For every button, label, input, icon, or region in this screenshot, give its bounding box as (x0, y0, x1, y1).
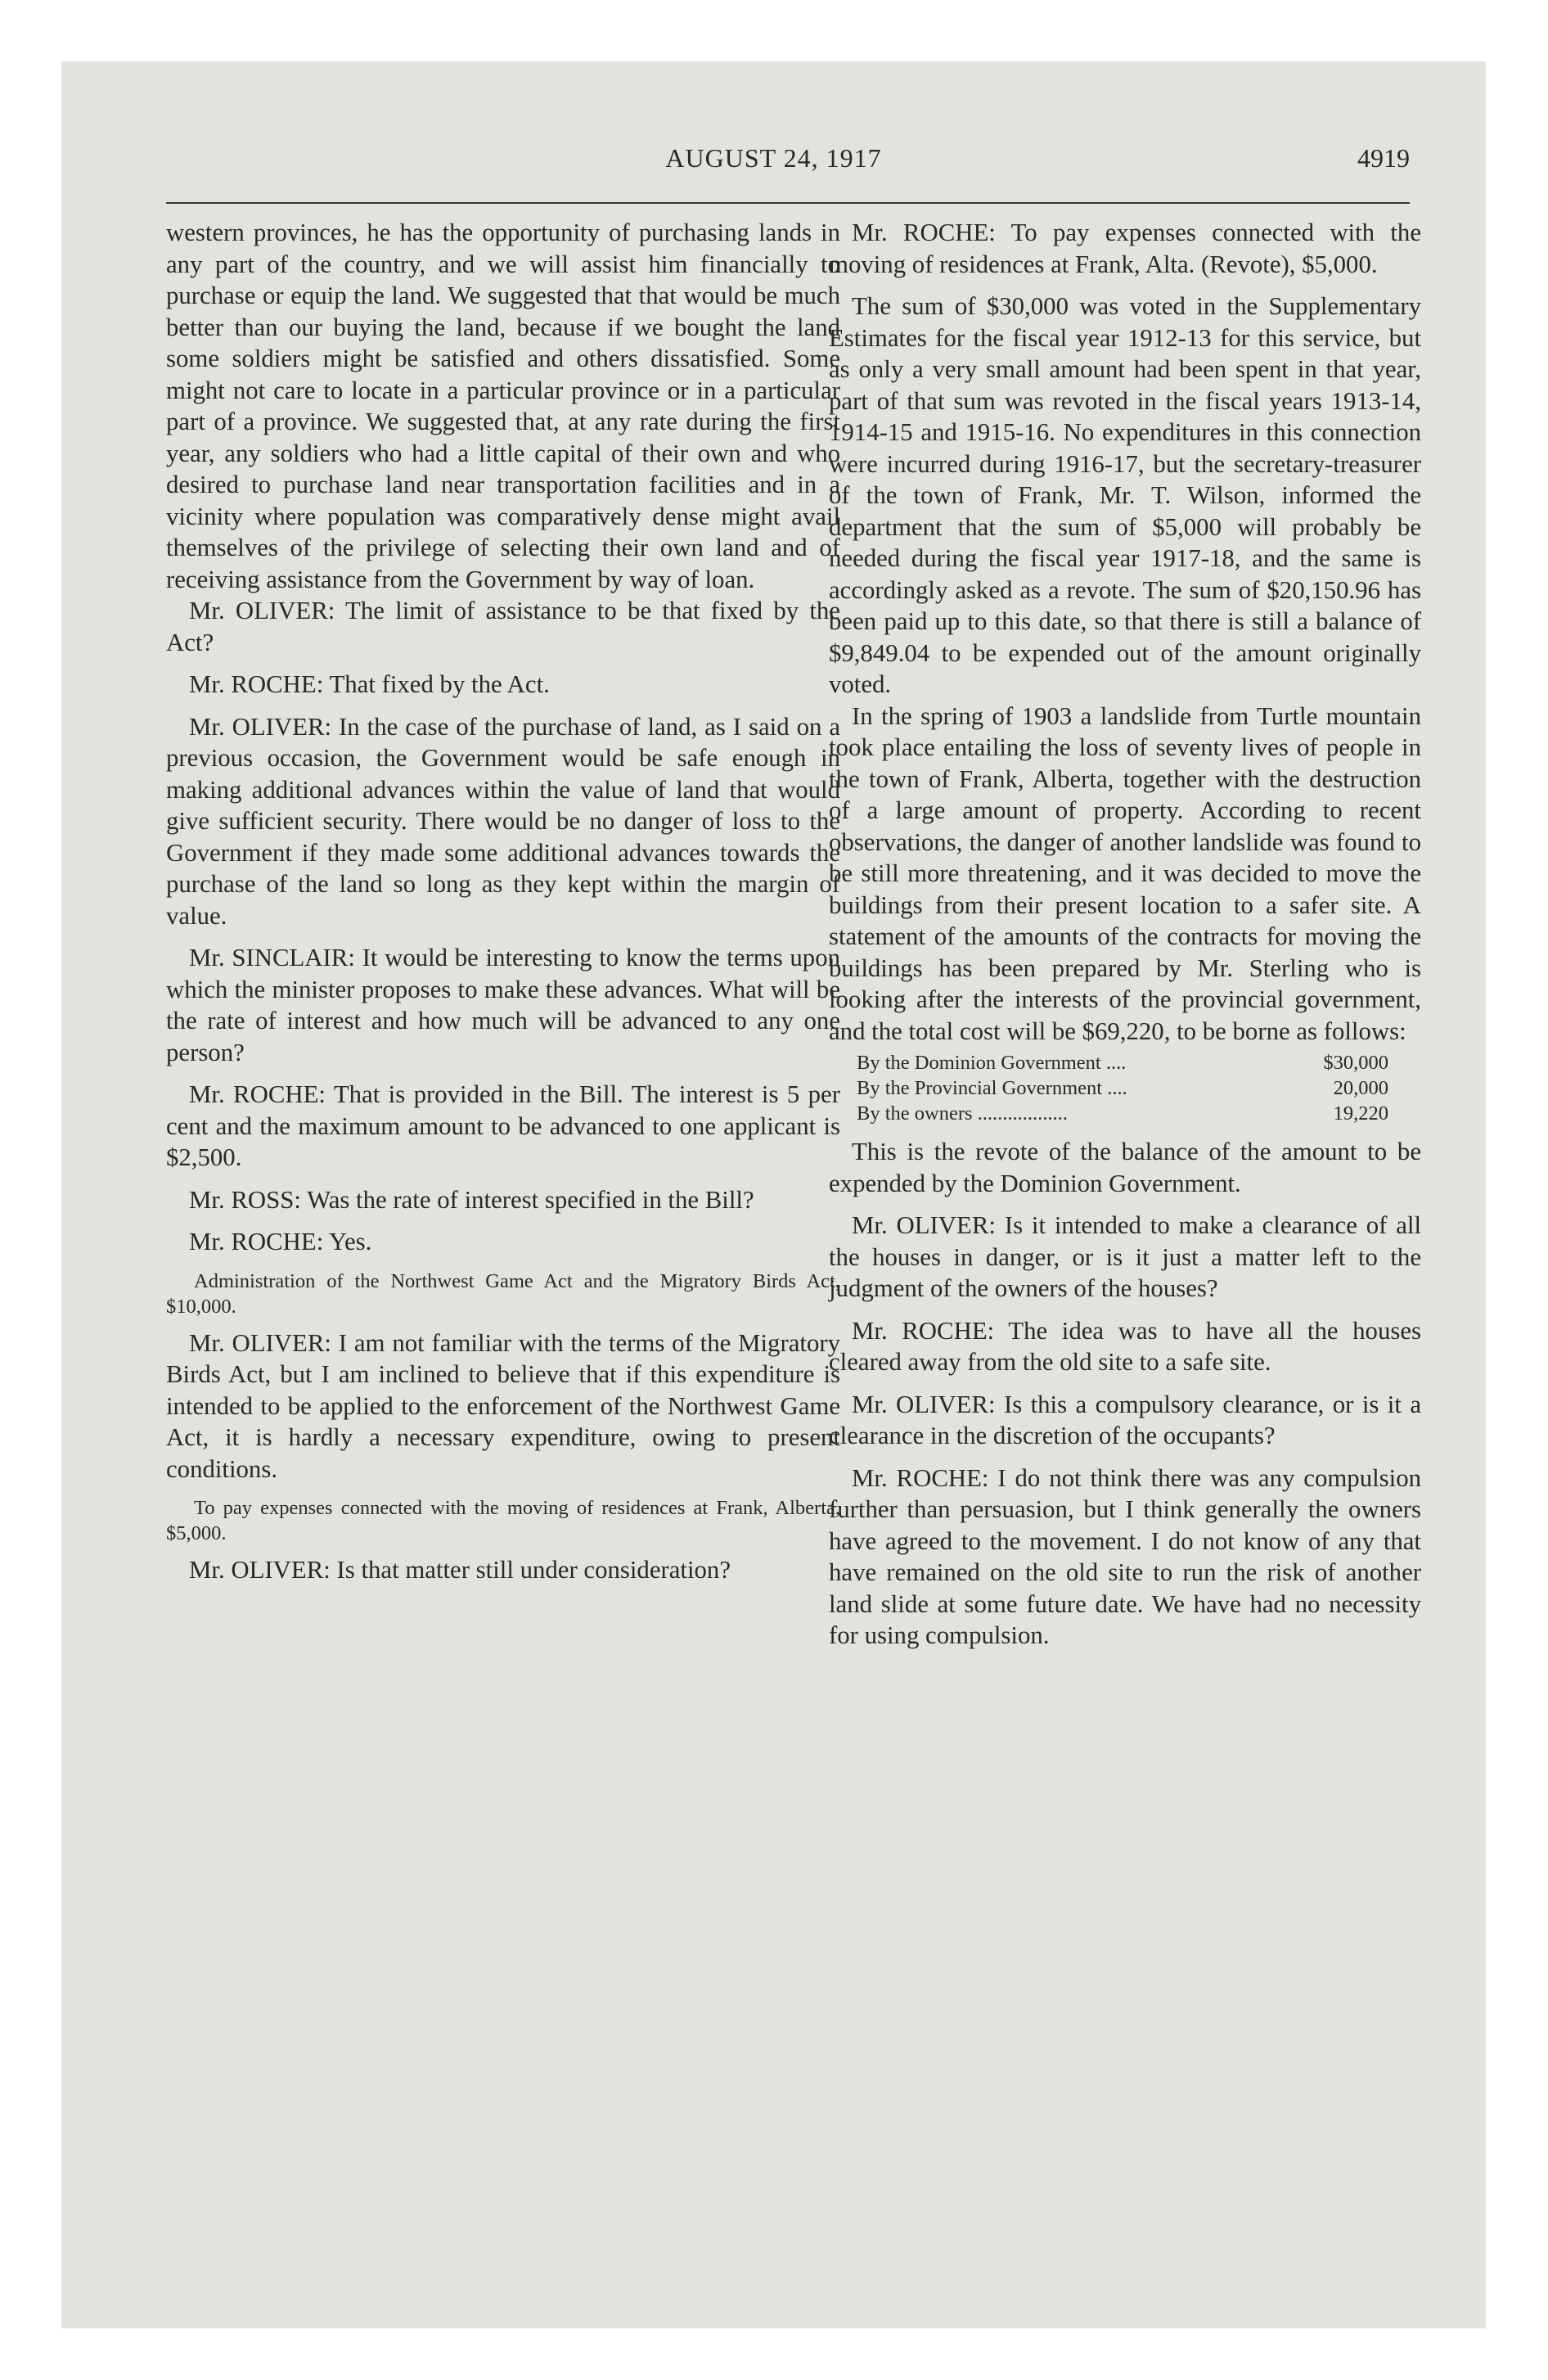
speaker: Mr. ROCHE: (189, 1228, 324, 1255)
speech-text: Is it intended to make a clearance of all the houses in danger, or is it just a matter left to the judgment of the owners of the houses? (829, 1211, 1422, 1302)
paragraph: This is the revote of the balance of the amount to be expended by the Dominion Government. (829, 1138, 1421, 1197)
table-cell-amount: 19,220 (1333, 1102, 1388, 1125)
speech-paragraph (166, 942, 840, 1068)
right-column (829, 217, 1421, 1662)
speaker: Mr. OLIVER: (189, 597, 335, 624)
speech-paragraph (166, 1226, 840, 1258)
paragraph: In the spring of 1903 a landslide from Turtle mountain took place entailing the loss of seventy lives of people in the town of Frank, Alberta, together with the destruction of a large amount of property. According to recent observations, the danger of another landslide was found to be still more threatening, and it was decided to move the buildings from their present location to a safer site. A statement of the amounts of the contracts for moving the buildings has been prepared by Mr. Sterling who is looking after the interests of the provincial government, and the total cost will be $69,220, to be borne as follows: (829, 701, 1421, 1045)
table-row (857, 1050, 1388, 1075)
speech-text: Yes. (328, 1228, 372, 1255)
table-cell-amount: $30,000 (1323, 1052, 1388, 1074)
speaker: Mr. OLIVER: (189, 712, 332, 741)
table-row (857, 1101, 1388, 1126)
page-scan (61, 61, 1486, 2328)
speech-paragraph (829, 1389, 1421, 1452)
speaker: Mr. ROCHE: (852, 1316, 995, 1345)
speech-paragraph (829, 1463, 1421, 1652)
left-column (166, 217, 840, 1597)
speech-text: That is provided in the Bill. The interest is 5 per cent and the maximum amount to be advanced to one applicant is $2,500. (166, 1080, 840, 1171)
estimate-item: Administration of the Northwest Game Act and the Migratory Birds Act, $10,000. (166, 1269, 840, 1318)
table-cell-label: By the Provincial Government .... (857, 1077, 1127, 1099)
cost-table (857, 1050, 1388, 1126)
speech-paragraph (166, 1079, 840, 1174)
table-cell-amount: 20,000 (1333, 1077, 1388, 1099)
speech-paragraph (166, 711, 840, 932)
speaker: Mr. ROCHE: (852, 1463, 989, 1492)
paragraph: western provinces, he has the opportunity of purchasing lands in any part of the country, and we will assist him financially to purchase or equip the land. We suggested that that would be much better than our buying the land, because if we bought the land some soldiers might be satisfied and others dissatisfied. Some might not care to locate in a particular province or in a particular part of a province. We suggested that, at any rate during the first year, any soldiers who had a little capital of their own and who desired to purchase land near transportation facilities and in a vicinity where population was comparatively dense might avail themselves of the privilege of selecting their own land and of receiving assistance from the Government by way of loan. (166, 219, 840, 593)
header-date: AUGUST 24, 1917 (665, 143, 882, 173)
speaker: Mr. ROSS: (189, 1185, 301, 1214)
table-cell-label: By the owners .................. (857, 1102, 1068, 1125)
speaker: Mr. SINCLAIR: (189, 944, 355, 971)
speech-paragraph (829, 217, 1421, 280)
table-row (857, 1075, 1388, 1101)
speech-paragraph (166, 1184, 840, 1216)
speech-paragraph (166, 595, 840, 658)
header-rule (166, 202, 1410, 204)
speech-text: I am not familiar with the terms of the Migratory Birds Act, but I am inclined to believe that if this expenditure is intended to be applied to the enforcement of the Northwest Game Act, it is hardly a necessary expenditure, owing to present conditions. (166, 1328, 840, 1483)
page-number: 4919 (1357, 143, 1410, 173)
speech-text: I do not think there was any compulsion further than persuasion, but I think generally the owners have agreed to the movement. I do not know of any that have remained on the old site to run the risk of another land slide at some future date. We have had no necessity for using compulsion. (829, 1463, 1421, 1649)
speech-text: It would be interesting to know the terms upon which the minister proposes to make these advances. What will be the rate of interest and how much will be advanced to any one person? (166, 944, 840, 1066)
speech-text: In the case of the purchase of land, as I said on a previous occasion, the Government would be safe enough in making additional advances within the value of land that would give sufficient security. There would be no danger of loss to the Government if they made some additional advances towards the purchase of the land so long as they kept within the margin of value. (166, 712, 841, 930)
speech-text: To pay expenses connected with the moving of residences at Frank, Alta. (Revote), $5,000. (829, 219, 1421, 278)
speaker: Mr. ROCHE: (189, 670, 324, 698)
speech-text: Is that matter still under consideration? (336, 1556, 731, 1584)
speech-paragraph (166, 1327, 840, 1485)
speech-paragraph (166, 1554, 840, 1586)
table-cell-label: By the Dominion Government .... (857, 1052, 1127, 1074)
speech-text: Is this a compulsory clearance, or is it a clearance in the discretion of the occupants? (829, 1390, 1421, 1449)
speech-text: The limit of assistance to be that fixed by the Act? (166, 597, 840, 656)
speaker: Mr. ROCHE: (852, 219, 996, 246)
paragraph: The sum of $30,000 was voted in the Supplementary Estimates for the fiscal year 1912-13 for this service, but as only a very small amount had been spent in that year, part of that sum was revoted in the fiscal years 1913-14, 1914-15 and 1915-16. No expenditures in this connection were incurred during 1916-17, but the secretary-treasurer of the town of Frank, Mr. T. Wilson, informed the department that the sum of $5,000 will probably be needed during the fiscal year 1917-18, and the same is accordingly asked as a revote. The sum of $20,150.96 has been paid up to this date, so that there is still a balance of $9,849.04 to be expended out of the amount originally voted. (829, 292, 1421, 698)
speech-text: That fixed by the Act. (329, 670, 550, 698)
speaker: Mr. OLIVER: (189, 1328, 331, 1357)
speech-paragraph (829, 1315, 1421, 1378)
speaker: Mr. OLIVER: (852, 1211, 996, 1239)
speech-paragraph (829, 1210, 1421, 1305)
speech-paragraph (166, 669, 840, 701)
speaker: Mr. OLIVER: (189, 1556, 331, 1584)
speaker: Mr. ROCHE: (189, 1080, 326, 1108)
speech-text: Was the rate of interest specified in the Bill? (307, 1185, 754, 1214)
speaker: Mr. OLIVER: (852, 1390, 996, 1418)
estimate-item: To pay expenses connected with the moving of residences at Frank, Alberta, $5,000. (166, 1497, 840, 1544)
speech-text: The idea was to have all the houses cleared away from the old site to a safe site. (829, 1316, 1421, 1376)
